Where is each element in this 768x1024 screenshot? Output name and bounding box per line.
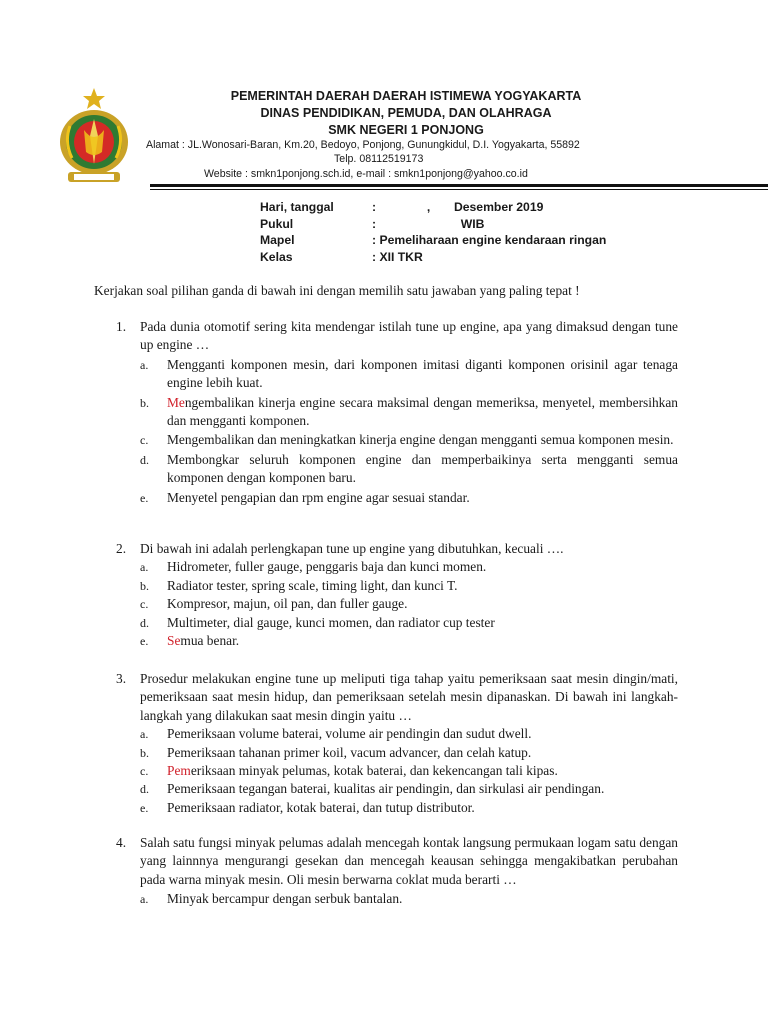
option-text: Membongkar seluruh komponen engine dan memperbaikinya serta mengganti semua komponen dengan komponen baru. [167,451,678,486]
option-text: Hidrometer, fuller gauge, penggaris baja dan kunci momen. [167,559,487,575]
option-letter: b. [140,578,149,593]
header-address: Alamat : JL.Wonosari-Baran, Km.20, Bedoyo, Ponjong, Gunungkidul, D.I. Yogyakarta, 55892 [146,139,580,151]
header-line-province: PEMERINTAH DAERAH DAERAH ISTIMEWA YOGYAKARTA [230,89,582,103]
date-value: : , Desember 2019 [372,200,544,214]
letterhead-thin-rule [150,189,768,190]
option-c [140,762,678,780]
question-stem: Salah satu fungsi minyak pelumas adalah mencegah kontak langsung permukaan logam satu dengan yang lainnnya mengurangi gesekan dan mencegah keausan sehingga mengakibatkan perubahan pada warna minyak mesin. Oli mesin berwarna coklat muda berarti … [140,835,678,887]
question-number: 3. [116,671,127,686]
option-text: Pemeriksaan tahanan primer koil, vacum advancer, dan celah katup. [167,744,532,760]
option-a [140,356,678,393]
option-e [140,799,678,817]
option-letter: d. [140,452,149,467]
question-1 [116,318,678,508]
instruction: Kerjakan soal pilihan ganda di bawah ini dengan memilih satu jawaban yang paling tepat ! [94,283,580,298]
time-value: : WIB [372,216,485,231]
option-d [140,780,678,798]
option-text: Pemeriksaan radiator, kotak baterai, dan tutup distributor. [167,799,475,815]
answer-mark: Pem [167,763,191,779]
option-text: ngembalikan kinerja engine secara maksimal dengan memeriksa, menyetel, membersihkan dan mengganti komponen. [167,394,678,429]
option-letter: e. [140,490,149,505]
date-label: Hari, tanggal [260,200,334,214]
header-line-agency: DINAS PENDIDIKAN, PEMUDA, DAN OLAHRAGA [260,106,552,120]
option-letter: a. [140,727,149,742]
option-letter: d. [140,615,149,630]
option-letter: d. [140,782,149,797]
option-b [140,577,678,595]
option-letter: a. [140,357,149,372]
question-4 [116,834,678,909]
answer-mark: Se [167,633,181,649]
option-text: Kompresor, majun, oil pan, dan fuller gauge. [167,596,408,612]
question-2 [116,540,678,650]
option-text: Menyetel pengapian dan rpm engine agar sesuai standar. [167,489,470,505]
option-letter: e. [140,800,149,815]
option-letter: a. [140,560,149,575]
subject-label: Mapel [260,233,295,247]
class-value: : XII TKR [372,249,423,264]
option-c [140,431,678,449]
option-text: Radiator tester, spring scale, timing light, dan kunci T. [167,577,458,593]
option-text: Mengganti komponen mesin, dari komponen imitasi diganti komponen orisinil agar tenaga engine lebih kuat. [167,356,678,391]
option-d [140,614,678,632]
question-number: 2. [116,541,127,556]
option-b [140,394,678,431]
header-phone: Telp. 08112519173 [334,153,424,165]
option-e [140,632,678,650]
government-emblem-icon [58,86,130,190]
option-letter: c. [140,764,149,779]
question-stem: Pada dunia otomotif sering kita mendengar istilah tune up engine, apa yang dimaksud dengan tune up engine … [140,319,678,353]
option-text: Mengembalikan dan meningkatkan kinerja engine dengan mengganti semua komponen mesin. [167,432,674,448]
option-text: Minyak bercampur dengan serbuk bantalan. [167,891,403,907]
option-a [140,558,678,576]
header-website: Website : smkn1ponjong.sch.id, e-mail : smkn1ponjong@yahoo.co.id [204,168,528,180]
option-b [140,744,678,762]
question-number: 1. [116,319,127,334]
option-text: Pemeriksaan volume baterai, volume air pendingin dan sudut dwell. [167,726,532,742]
option-text: eriksaan minyak pelumas, kotak baterai, dan kekencangan tali kipas. [190,763,558,779]
subject-value: : Pemeliharaan engine kendaraan ringan [372,233,607,247]
header-line-school: SMK NEGERI 1 PONJONG [328,123,484,137]
question-stem: Prosedur melakukan engine tune up meliputi tiga tahap yaitu pemeriksaan saat mesin dingin/mati, pemeriksaan saat mesin hidup, dan pemeriksaan setelah mesin dipanaskan. Di bawah ini langkah-langkah yang dilakukan saat mesin dingin yaitu … [140,671,678,723]
option-letter: b. [140,745,149,760]
option-letter: b. [140,395,149,410]
option-letter: e. [140,634,149,649]
letterhead-thick-rule [150,184,768,187]
question-number: 4. [116,835,127,850]
option-letter: a. [140,892,149,907]
option-a [140,890,678,908]
question-3 [116,670,678,817]
option-d [140,451,678,488]
class-label: Kelas [260,249,293,264]
option-text: mua benar. [180,633,240,649]
option-text: Multimeter, dial gauge, kunci momen, dan radiator cup tester [167,614,495,630]
answer-mark: Me [167,394,185,410]
time-label: Pukul [260,216,294,231]
option-letter: c. [140,433,149,448]
option-letter: c. [140,597,149,612]
option-c [140,595,678,613]
option-a [140,725,678,743]
option-text: Pemeriksaan tegangan baterai, kualitas air pendingin, dan sirkulasi air pendingan. [167,781,605,797]
question-stem: Di bawah ini adalah perlengkapan tune up engine yang dibutuhkan, kecuali …. [140,541,564,556]
option-e [140,489,678,507]
